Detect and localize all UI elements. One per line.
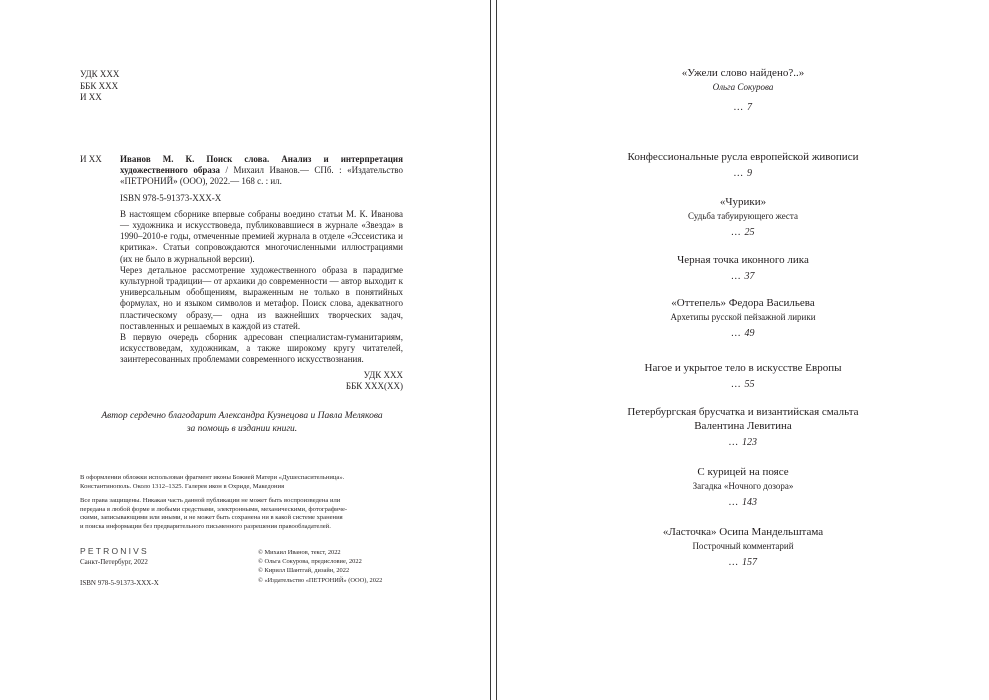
annotation-paragraph: Через детальное рассмотрение художественного образа в парадигме культурной традиции— от архаики до современности — автор выходит к универсальным обобщениям, выраженным не только в понятийных формулах, но и языком символов и метафор. Поиск слова, адекватного пластическому образу,— одна из важнейших творческих задач, поставленных и решаемых в каждой из статей. bbox=[120, 264, 403, 331]
toc-subtitle: Судьба табуирующего жеста bbox=[688, 211, 798, 221]
udk-code: УДК ХХХ bbox=[363, 369, 403, 380]
toc-page-ref bbox=[497, 226, 989, 240]
bbk-line: ББК ХХХ bbox=[80, 80, 119, 91]
toc-page-ref bbox=[497, 436, 989, 450]
page-edge-left bbox=[490, 0, 491, 700]
toc-page-ref bbox=[497, 270, 989, 284]
thanks-line: за помощь в издании книги. bbox=[186, 424, 298, 434]
toc-title: «Ласточка» Осипа Мандельштама bbox=[662, 526, 824, 538]
annotation-paragraph: В настоящем сборнике впервые собраны воедино статьи М. К. Иванова— художника и искусствоведа, публиковавшиеся в журнале «Звезда» в 1990–2010-е годы, отмеченные премией журнала в отделе «Эссеистика и критика». Статьи сопровождаются многочисленными иллюстрациями (их не было в журнальной версии). bbox=[120, 208, 403, 264]
toc-title-continued: Валентина Левитина bbox=[694, 420, 792, 432]
toc-page-ref bbox=[497, 556, 989, 570]
toc-entry[interactable] bbox=[497, 296, 989, 341]
cover-note-line: В оформлении обложки использован фрагмент иконы Божией Матери «Душеспасительница». bbox=[80, 474, 345, 481]
publisher-logo: PETRONIVS bbox=[80, 546, 149, 556]
toc-page-number: 37 bbox=[744, 271, 755, 282]
toc-entry[interactable] bbox=[497, 253, 989, 284]
left-page bbox=[0, 0, 490, 700]
cover-note-line: Константинополь. Около 1312–1325. Галерея икон в Охриде, Македония bbox=[80, 482, 285, 490]
catalog-record bbox=[120, 154, 403, 392]
toc-page-ref bbox=[497, 167, 989, 181]
annotation-paragraph: В первую очередь сборник адресован специалистам-гуманитариям, искусствоведам, художникам, а также широкому кругу читателей, заинтересованных проблемами современного искусствознания. bbox=[120, 332, 403, 365]
toc-leader: … bbox=[734, 168, 743, 179]
copyright-block bbox=[258, 548, 382, 585]
toc-entry[interactable] bbox=[497, 405, 989, 450]
rights-line: скими, записывающими или иными, и не может быть сохранена ни в какой системе хранения bbox=[80, 514, 343, 522]
toc-page-number: 143 bbox=[741, 497, 757, 508]
catalog-title bbox=[120, 154, 403, 188]
toc-leader: … bbox=[729, 437, 738, 448]
rights-line: Все права защищены. Никакая часть данной публикации не может быть воспроизведена или bbox=[80, 497, 341, 504]
toc-leader: … bbox=[729, 557, 738, 568]
toc-page-number: 55 bbox=[744, 379, 755, 390]
toc-page-number: 49 bbox=[744, 328, 755, 339]
copyright-line: © «Издательство «ПЕТРОНИЙ» (ООО), 2022 bbox=[258, 576, 383, 584]
catalog-title-rest: / Михаил Иванов.— СПб. : «Издательство «ПЕТРОНИЙ» (ООО), 2022.— 168 с. : ил. bbox=[120, 165, 403, 187]
toc-entry[interactable] bbox=[497, 195, 989, 240]
catalog-index: И ХХ bbox=[80, 154, 102, 164]
toc-title: Конфессиональные русла европейской живописи bbox=[627, 151, 859, 163]
toc-title: С курицей на поясе bbox=[697, 466, 789, 478]
toc-subtitle: Построчный комментарий bbox=[692, 541, 794, 551]
publisher-isbn: ISBN 978-5-91373-XXX-X bbox=[80, 579, 159, 587]
toc-entry[interactable] bbox=[497, 525, 989, 570]
toc-page-number: 123 bbox=[741, 437, 757, 448]
copyright-line: © Ольга Сокурова, предисловие, 2022 bbox=[258, 558, 362, 566]
toc-page-number: 9 bbox=[746, 168, 752, 179]
toc-leader: … bbox=[731, 227, 741, 238]
toc-page-ref bbox=[497, 496, 989, 510]
toc-page-number: 157 bbox=[741, 557, 757, 568]
cover-note bbox=[80, 474, 410, 491]
toc-title: Петербургская брусчатка и византийская смальта bbox=[627, 406, 859, 418]
rights-note bbox=[80, 497, 410, 531]
toc-entry[interactable] bbox=[497, 150, 989, 181]
toc-title: «Чурики» bbox=[719, 196, 767, 208]
toc-title: «Оттепель» Федора Васильева bbox=[671, 297, 815, 309]
rights-line: и поиска информации без предварительного письменного разрешения правообладателей. bbox=[80, 522, 331, 530]
toc-subtitle: Ольга Сокурова bbox=[712, 82, 774, 92]
catalog-title-bold: Иванов М. К. Поиск слова. Анализ и интерпретация художественного образа bbox=[120, 154, 403, 176]
toc-entry[interactable] bbox=[497, 465, 989, 510]
toc-subtitle: Архетипы русской пейзажной лирики bbox=[670, 312, 816, 322]
toc-page-number: 25 bbox=[744, 227, 755, 238]
right-page bbox=[497, 0, 989, 700]
toc-leader: … bbox=[734, 102, 743, 113]
toc-entry[interactable] bbox=[497, 361, 989, 392]
catalog-udk-footer bbox=[120, 370, 403, 392]
toc-leader: … bbox=[731, 379, 741, 390]
acknowledgements bbox=[80, 410, 404, 436]
toc-subtitle: Загадка «Ночного дозора» bbox=[692, 481, 794, 491]
copyright-line: © Михаил Иванов, текст, 2022 bbox=[258, 549, 341, 556]
thanks-line: Автор сердечно благодарит Александра Кузнецова и Павла Мелякова bbox=[101, 411, 383, 421]
toc-leader: … bbox=[729, 497, 738, 508]
publisher-block bbox=[80, 547, 159, 588]
toc-page-ref bbox=[497, 101, 989, 115]
toc-page-ref bbox=[497, 327, 989, 341]
publisher-city: Санкт-Петербург, 2022 bbox=[80, 558, 148, 566]
toc-title: Нагое и укрытое тело в искусстве Европы bbox=[644, 362, 842, 374]
bbk-code: ББК ХХХ(ХХ) bbox=[345, 380, 403, 391]
author-mark-line: И ХХ bbox=[80, 92, 102, 102]
toc-leader: … bbox=[731, 271, 741, 282]
udk-header bbox=[80, 69, 119, 104]
copyright-line: © Кирилл Шантгай, дизайн, 2022 bbox=[258, 567, 350, 575]
toc-page-number: 7 bbox=[746, 102, 752, 113]
toc-leader: … bbox=[731, 328, 741, 339]
toc-title: «Ужели слово найдено?..» bbox=[681, 67, 805, 79]
toc-page-ref bbox=[497, 378, 989, 392]
catalog-isbn: ISBN 978-5-91373-XXX-X bbox=[120, 192, 222, 203]
rights-line: передана в любой форме и любыми средствами, электронными, механическими, фотографиче- bbox=[80, 505, 348, 513]
toc-title: Черная точка иконного лика bbox=[677, 254, 809, 266]
udk-line: УДК ХХХ bbox=[80, 69, 120, 79]
toc-entry[interactable] bbox=[497, 66, 989, 115]
